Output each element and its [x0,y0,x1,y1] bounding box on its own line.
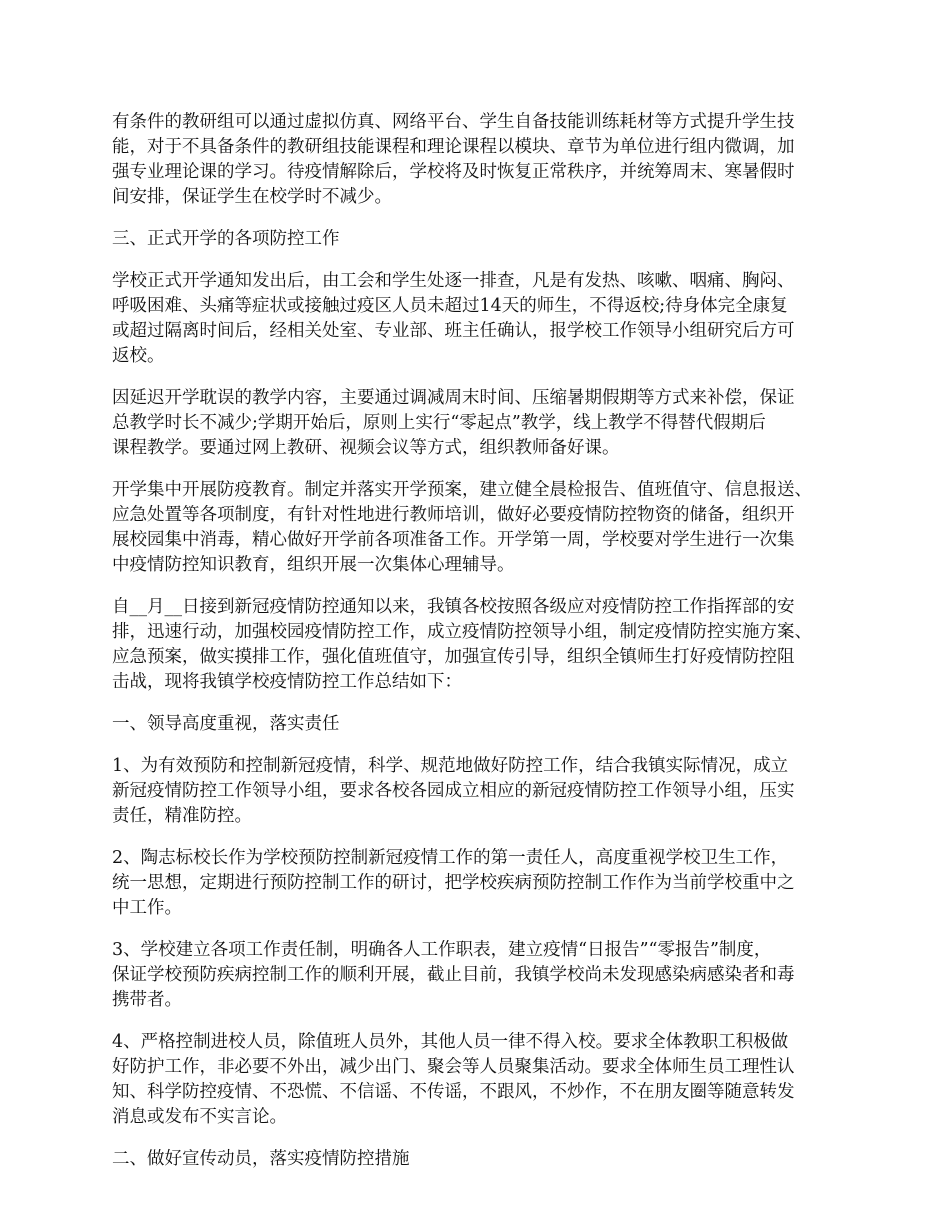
text-line: 展校园集中消毒，精心做好开学前各项准备工作。开学第一周，学校要对学生进行一次集 [112,530,795,550]
paragraph-summary-intro [112,595,854,695]
text-line: 3、学校建立各项工作责任制，明确各人工作职表，建立疫情“日报告”“零报告”制度， [112,940,772,960]
text-line: 有条件的教研组可以通过虚拟仿真、网络平台、学生自备技能训练耗材等方式提升学生技 [112,112,795,132]
section-heading-1 [112,712,854,737]
text-line: 统一思想，定期进行预防控制工作的研讨，把学校疾病预防控制工作作为当前学校重中之 [112,873,795,893]
paragraph-epidemic-education [112,478,854,578]
text-line: 应急预案，做实摸排工作，强化值班值守，加强宣传引导，组织全镇师生打好疫情防控阻 [112,647,795,667]
text-line: 2、陶志标校长作为学校预防控制新冠疫情工作的第一责任人，高度重视学校卫生工作， [112,848,789,868]
paragraph-item-3 [112,938,854,1013]
text-line: 知、科学防控疫情、不恐慌、不信谣、不传谣，不跟风，不炒作，不在朋友圈等随意转发 [112,1082,795,1102]
text-line: 课程教学。要通过网上教研、视频会议等方式，组织教师备好课。 [112,438,620,458]
text-line: 间安排，保证学生在校学时不减少。 [112,187,392,207]
heading-text: 一、领导高度重视，落实责任 [112,714,340,734]
section-heading-3 [112,227,854,252]
text-line: 责任，精准防控。 [112,806,252,826]
text-line: 自__月__日接到新冠疫情防控通知以来，我镇各校按照各级应对疫情防控工作指挥部的安 [112,597,795,617]
text-line: 中工作。 [112,898,182,918]
text-line: 1、为有效预防和控制新冠疫情，科学、规范地做好防控工作，结合我镇实际情况，成立 [112,756,789,776]
text-line: 保证学校预防疾病控制工作的顺利开展，截止目前，我镇学校尚未发现感染病感染者和毒 [112,965,795,985]
text-line: 学校正式开学通知发出后，由工会和学生处逐一排查，凡是有发热、咳嗽、咽痛、胸闷、 [112,271,795,291]
text-line: 消息或发布不实言论。 [112,1107,287,1127]
paragraph-item-2 [112,846,854,921]
text-line: 总教学时长不减少;学期开始后，原则上实行“零起点”教学，线上教学不得替代假期后 [112,413,766,433]
document-page [112,110,854,1189]
text-line: 4、严格控制进校人员，除值班人员外，其他人员一律不得入校。要求全体教职工积极做 [112,1032,789,1052]
text-line: 携带者。 [112,990,182,1010]
paragraph-item-1 [112,754,854,829]
text-line: 开学集中开展防疫教育。制定并落实开学预案，建立健全晨检报告、值班值守、信息报送、 [112,480,812,500]
text-line: 呼吸困难、头痛等症状或接触过疫区人员未超过14天的师生，不得返校;待身体完全康复 [112,296,788,316]
text-line: 强专业理论课的学习。待疫情解除后，学校将及时恢复正常秩序，并统筹周末、寒暑假时 [112,162,795,182]
text-line: 能，对于不具备条件的教研组技能课程和理论课程以模块、章节为单位进行组内微调，加 [112,137,795,157]
text-line: 因延迟开学耽误的教学内容，主要通过调减周末时间、压缩暑期假期等方式来补偿，保证 [112,388,795,408]
heading-text: 三、正式开学的各项防控工作 [112,229,340,249]
text-line: 应急处置等各项制度，有针对性地进行教师培训，做好必要疫情防控物资的储备，组织开 [112,505,795,525]
text-line: 好防护工作，非必要不外出，减少出门、聚会等人员聚集活动。要求全体师生员工理性认 [112,1057,795,1077]
heading-text: 二、做好宣传动员，落实疫情防控措施 [112,1149,410,1169]
text-line: 返校。 [112,346,165,366]
text-line: 中疫情防控知识教育，组织开展一次集体心理辅导。 [112,555,515,575]
text-line: 排，迅速行动，加强校园疫情防控工作，成立疫情防控领导小组，制定疫情防控实施方案、 [112,622,812,642]
paragraph-teaching-compensation [112,386,854,461]
text-line: 击战，现将我镇学校疫情防控工作总结如下： [112,672,462,692]
text-line: 或超过隔离时间后，经相关处室、专业部、班主任确认，报学校工作领导小组研究后方可 [112,321,795,341]
paragraph-item-4 [112,1030,854,1130]
text-line: 新冠疫情防控工作领导小组，要求各校各园成立相应的新冠疫情防控工作领导小组，压实 [112,781,795,801]
section-heading-2 [112,1147,854,1172]
paragraph-screening [112,269,854,369]
paragraph-skills-training [112,110,854,210]
